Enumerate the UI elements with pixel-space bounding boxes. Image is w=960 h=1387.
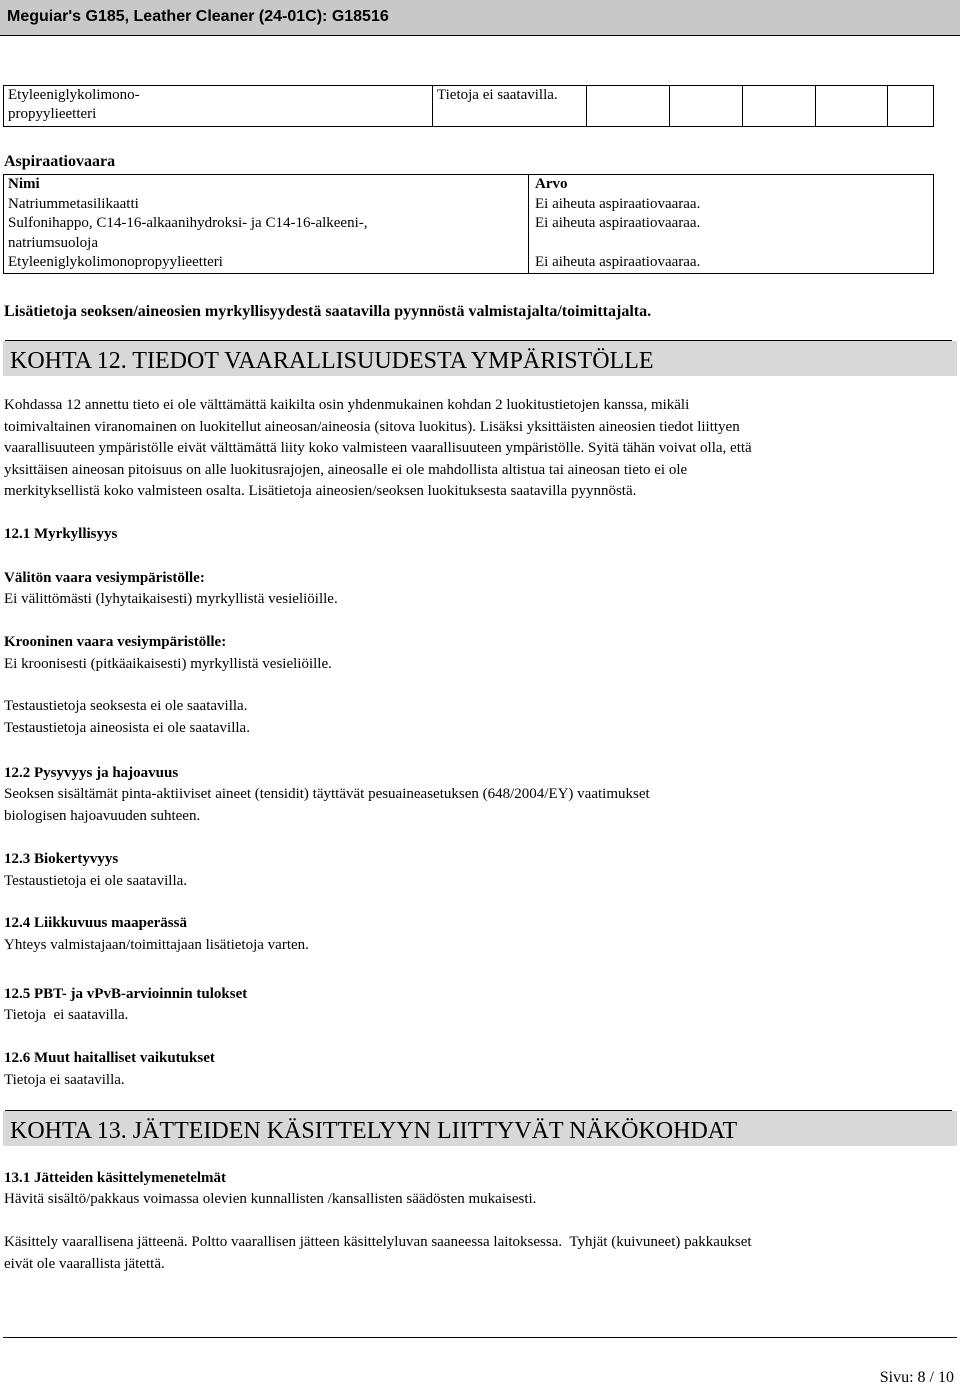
page-number: Sivu: 8 / 10 [879,1369,954,1386]
footer-rule [3,1337,957,1338]
section-12-intro [4,395,948,503]
intro-line: vaarallisuuteen ympäristölle eivät välttämättä liity koko valmisteen vaarallisuuteen ympäristölle. Syitä tähän voivat olla, että [4,440,752,456]
table-cell-empty [816,86,888,127]
subsection-12-5-text: Tietoja ei saatavilla. [4,1007,129,1023]
subsection-12-3-text: Testaustietoja ei ole saatavilla. [4,873,188,889]
subsection-12-2-title: 12.2 Pysyvyys ja hajoavuus [4,765,179,781]
section-13-heading [3,1111,957,1146]
section-12-title: KOHTA 12. TIEDOT VAARALLISUUDESTA YMPÄRISTÖLLE [10,348,654,374]
column-header-name: Nimi [8,176,40,192]
aspiration-note: Lisätietoja seoksen/aineosien myrkyllisyydestä saatavilla pyynnöstä valmistajalta/toimittajalta. [4,303,652,320]
chronic-hazard-text: Ei kroonisesti (pitkäaikaisesti) myrkyllistä vesieliöille. [4,656,332,672]
table-row [4,175,934,274]
aspiration-table [3,174,934,274]
subsection-12-2-line2: biologisen hajoavuuden suhteen. [4,808,201,824]
subsection-12-4-title: 12.4 Liikkuvuus maaperässä [4,915,187,931]
acute-hazard-text: Ei välittömästi (lyhytaikaisesti) myrkyllistä vesieliöille. [4,591,338,607]
subsection-12-1-title: 12.1 Myrkyllisyys [4,526,118,542]
toxicity-continuation-table [3,85,934,127]
aspiration-row-2-name-line2: natriumsuoloja [8,234,98,251]
table-cell-name [4,86,433,127]
subsection-12-5-title: 12.5 PBT- ja vPvB-arvioinnin tulokset [4,986,248,1002]
substance-value: Tietoja ei saatavilla. [437,87,558,103]
intro-line: toimivaltainen viranomainen on luokitellut aineosan/aineosia (sitova luokitus). Lisäksi yksittäisten aineosien tiedot liittyen [4,418,740,435]
test-data-components: Testaustietoja aineosista ei ole saatavilla. [4,720,250,736]
subsection-12-6-title: 12.6 Muut haitalliset vaikutukset [4,1050,215,1066]
acute-hazard-title: Välitön vaara vesiympäristölle: [4,570,205,586]
table-cell-empty [670,86,743,127]
aspiration-row-1-value: Ei aiheuta aspiraatiovaaraa. [535,195,701,212]
document-header [0,0,960,36]
section-12-heading [3,341,957,376]
table-cell-value [529,175,934,274]
intro-line: Kohdassa 12 annettu tieto ei ole välttämättä kaikilta osin yhdenmukainen kohdan 2 luokitustietojen kanssa, mikäli [4,397,690,413]
test-data-mixture: Testaustietoja seoksesta ei ole saatavilla. [4,698,248,714]
table-row [4,86,934,127]
substance-name-line2: propyylieetteri [8,106,97,122]
table-cell-name [4,175,529,274]
subsection-13-1-title: 13.1 Jätteiden käsittelymenetelmät [4,1170,227,1186]
subsection-13-1-text: Hävitä sisältö/pakkaus voimassa olevien kunnallisten /kansallisten säädösten mukaisesti. [4,1191,537,1207]
table-cell-empty [888,86,934,127]
intro-line: yksittäisen aineosan pitoisuus on alle luokitusrajojen, aineosalle ei ole mahdollista altistua tai aineosan tieto ei ole [4,461,688,478]
subsection-12-2-line1: Seoksen sisältämät pinta-aktiiviset aineet (tensidit) täyttävät pesuaineasetuksen (648/2004/EY) vaatimukset [4,786,650,802]
chronic-hazard-title: Krooninen vaara vesiympäristölle: [4,634,227,650]
aspiration-row-3-name: Etyleeniglykolimonopropyylieetteri [8,254,223,270]
section-13-text-line2: eivät ole vaarallista jätettä. [4,1256,165,1272]
aspiration-row-2-name-line1: Sulfonihappo, C14-16-alkaanihydroksi- ja C14-16-alkeeni-, [8,215,368,231]
substance-name-line1: Etyleeniglykolimono- [8,87,140,103]
subsection-12-3-title: 12.3 Biokertyvyys [4,851,119,867]
table-cell-empty [587,86,670,127]
section-13-text-line1: Käsittely vaarallisena jätteenä. Poltto vaarallisen jätteen käsittelyluvan saaneessa laitoksessa. Tyhjät (kuivuneet) pakkaukset [4,1234,752,1250]
section-13-title: KOHTA 13. JÄTTEIDEN KÄSITTELYYN LIITTYVÄT NÄKÖKOHDAT [10,1118,738,1144]
table-cell-empty [743,86,816,127]
aspiration-heading: Aspiraatiovaara [4,153,116,170]
subsection-12-4-text: Yhteys valmistajaan/toimittajaan lisätietoja varten. [4,937,309,953]
aspiration-row-2-value: Ei aiheuta aspiraatiovaaraa. [535,215,701,231]
aspiration-row-3-value: Ei aiheuta aspiraatiovaaraa. [535,254,701,270]
subsection-12-6-text: Tietoja ei saatavilla. [4,1072,125,1088]
table-cell-value [433,86,587,127]
document-title: Meguiar's G185, Leather Cleaner (24-01C): G18516 [7,8,389,25]
intro-line: merkityksellistä koko valmisteen osalta. Lisätietoja aineosien/seoksen luokituksesta saatavilla pyynnöstä. [4,483,637,499]
column-header-value: Arvo [535,176,568,192]
aspiration-row-1-name: Natriummetasilikaatti [8,195,139,212]
